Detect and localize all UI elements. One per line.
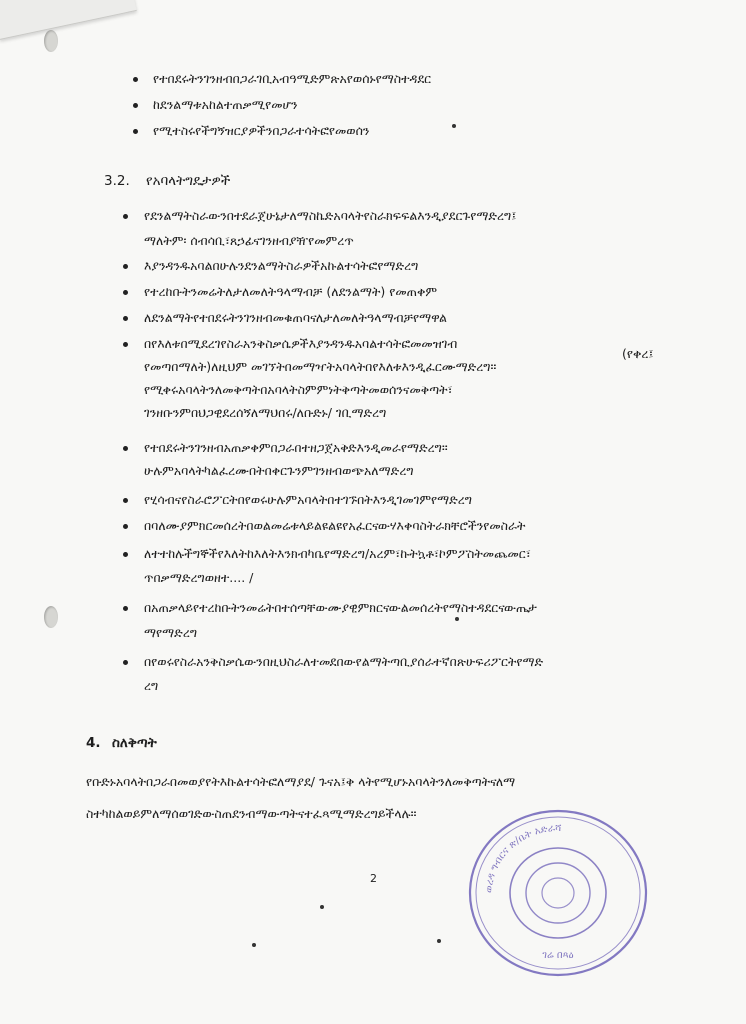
list-item: የሂሳብናየስራሮፖርትበየወሩሁሉምአባላትበተገኙበትእንዲገመገምየማድረግ [144,492,473,507]
list-item-continuation: ማየማድረግ [144,625,198,640]
list-item-continuation: ሁሉምአባላትካልፈረሙበትበቀርጉንምገንዘብወጭአለማድረግ [144,463,414,478]
list-item: የተበደሩትንገንዘብበጋራገቢአብዓሚድምጽአየወሰኑየማስተዳደር [153,71,432,86]
list-item: በባለሙያምክርመሰረትበወልመሬቱላይልዩልዩየአፈርናውሃእቀባስትራክቸሮችንየመስራት [144,518,526,533]
folded-corner [0,0,137,40]
bullet-icon [123,214,128,219]
list-item: በአጠቃላይየተረከቡትንመሬትበተሰጣቸውሙያዊምክርናውልመሰረትየማስተዳደርናውጤታ [144,600,537,615]
list-item: የተበደሩትንገንዘብአጠቃቀምበጋራበተዘጋጀአቅድእንዲመራየማድረግ። [144,440,448,455]
bullet-icon [123,342,128,347]
scan-speck [455,617,459,621]
section-title: የአባላትግዴታዎች [146,173,231,189]
list-item-continuation: ጥበቃማድረግወዘተ.... / [144,570,254,585]
list-item-continuation: የሚቀሩአባላትንለመቅጣትበአባላትስምምነትቅጣትመወሰንናመቅጣት፣ [144,382,453,397]
section-number: 4. [86,735,101,751]
scan-speck [320,905,324,909]
stamp-ring-text: ወረዳ ግብርና ጽ/ቤት አድራሻ [483,822,562,894]
list-item-continuation: ገንዘቡንምበህጋዊደረሰኝለማህበሩ/ለቡድኑ/ ገቢማድረግ [144,405,387,420]
list-item-aside: (የቀረ፤ [622,346,654,361]
list-item: የደንልማትስራውንበተደራጀሁኔታለማስኬድአባላትየስራክፍፍልእንዲያደርጉየማድረግ፤ [144,208,517,223]
page-number: 2 [370,872,377,885]
list-item-continuation: ረግ [144,678,159,693]
paragraph-line: የቡድኑአባላትበጋራበመወያየትእኩልተሳትፎለማያደ/ ጉናአ፤ቅ ላትየሚሆኑአባላትንለመቅጣትናለማ [86,774,516,789]
bullet-icon [123,606,128,611]
list-item: የተረከቡትንመሬትለታለመለትዓላማብቻ (ለደንልማት) የመጠቀም [144,284,438,299]
bullet-icon [133,103,138,108]
official-stamp [467,808,649,978]
list-item-continuation: የመጣበማለት)ለዚህም መገኘትበመማዣትአባላትበየእለቱእንዲፈርሙማድረግ። [144,359,497,374]
bullet-icon [123,524,128,529]
punch-hole [44,30,58,52]
list-item: የሚተስሩየችግኝዝርያዎችንበጋራተሳትፎየመወሰን [153,123,370,138]
section-number: 3.2. [104,173,130,189]
bullet-icon [123,498,128,503]
scan-speck [437,939,441,943]
scan-speck [452,124,456,128]
list-item: እያንዳንዱአባልበሁሉንደንልማትስራዎችአኩልተሳትፎየማድረግ [144,258,419,273]
list-item: በየእለቱበሚደረገየስራአንቅስቃሴዎችእያንዳንዱአባልተሳትፎመመዝገብ [144,336,458,351]
stamp-bottom-text: ገሬ በጻዕ [542,950,574,961]
scan-speck [252,943,256,947]
list-item: ለደንልማትየተበደሩትንገንዘብመቁጠባናለታለመለትዓላማብቻየማዋል [144,310,447,325]
bullet-icon [123,316,128,321]
bullet-icon [123,290,128,295]
list-item-continuation: ማለትም፡ ሰብሳቢ፣ጸኃፊናገንዘብያዥየመምረጥ [144,233,354,248]
bullet-icon [123,446,128,451]
bullet-icon [133,129,138,134]
bullet-icon [123,552,128,557]
bullet-icon [123,264,128,269]
list-item: ከደንልማቱአከልተጠቃሚየመሆን [153,97,298,112]
bullet-icon [123,660,128,665]
list-item: በየወሩየስራአንቅስቃሴውንበዚህስራለተመደበውየልማትጣቢያሰራተኛበጽሁፍሪፖርትየማድ [144,654,544,669]
section-title: ስለቅጣት [112,735,157,751]
punch-hole [44,606,58,628]
list-item: ለተተከሉችግኞችየእለትከእለትእንክብካቤየማድረግ/አረም፣ኩትኳቶ፣ኮምፖስትመጨመር፣ [144,546,531,561]
paragraph-line: ስተካከልወይምለማሰወገድውስጠደንብማውጣትናተፈጻሚማድረግይችላሉ። [86,806,417,821]
bullet-icon [133,77,138,82]
